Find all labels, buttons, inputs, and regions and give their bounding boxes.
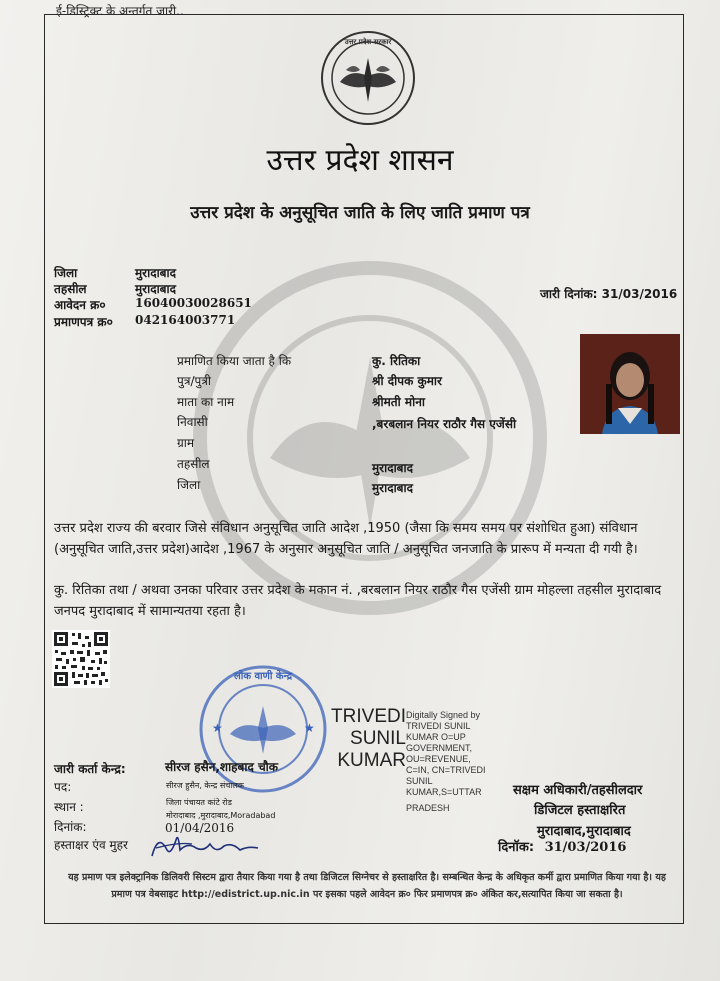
- certified-label: प्रमाणित किया जाता है कि: [177, 354, 292, 368]
- authority-place: मुरादाबाद,मुरादाबाद: [537, 824, 631, 839]
- tehsil-label: तहसील: [54, 282, 87, 296]
- issue-date-label: जारी दिनांक:: [540, 287, 598, 301]
- top-note: ई-डिस्ट्रिक्ट के अन्तर्गत जारी..: [56, 4, 184, 18]
- authority-title: सक्षम अधिकारी/तहसीलदार: [513, 783, 643, 798]
- handwritten-signature-icon: [148, 828, 274, 864]
- certificate-number-label: प्रमाणपत्र क्र०: [54, 315, 113, 329]
- residence-paragraph: कु. रितिका तथा / अथवा उनका परिवार उत्तर प्रदेश के मकान नं. ,बरबलान नियर राठौर गैस एजेंसी ग्राम मोहल्ला तहसील मुरादाबाद जनपद मुरादाबाद में सामान्यतया रहता है।: [54, 583, 662, 619]
- certificate-subtitle: उत्तर प्रदेश के अनुसूचित जाति के लिए जाति प्रमाण पत्र: [190, 203, 530, 223]
- authority-signed: डिजिटल हस्ताक्षरित: [534, 803, 626, 818]
- district-label: जिला: [54, 266, 78, 280]
- authority-date: दिनॉक: 31/03/2016: [498, 840, 627, 855]
- detail-district-label: जिला: [177, 478, 201, 492]
- issuing-center-label: जारी कर्ता केन्द्र:: [54, 762, 126, 776]
- svg-text:★: ★: [304, 721, 315, 735]
- qr-code-icon: [52, 630, 110, 688]
- signature-seal-label: हस्ताक्षर एंव मुहर: [54, 838, 128, 852]
- applicant-photo: [580, 334, 680, 434]
- post-label: पद:: [54, 780, 72, 794]
- issuing-center-value: सीरज हसैन,शाहबाद चौक: [165, 760, 279, 774]
- svg-text:लोक वाणी केन्द्र: लोक वाणी केन्द्र: [233, 671, 293, 682]
- application-number-value: 16040030028651: [135, 296, 252, 310]
- detail-district-value: मुरादाबाद: [372, 481, 414, 495]
- caste-recognition-paragraph: उत्तर प्रदेश राज्य की बरवार जिसे संविधान अनुसूचित जाति आदेश ,1950 (जैसा कि समय समय पर संशोधित हुआ) संविधान (अनुसूचित जाति,उत्तर प्रदेश)आदेश ,1967 के अनुसार अनुसूचित जाति / अनुसूचित जनजाति के प्रारूप में मन्यता दी गयी है।: [54, 521, 638, 557]
- father-name: श्री दीपक कुमार: [372, 374, 442, 388]
- verification-footer: यह प्रमाण पत्र इलेक्ट्रानिक डिलिवरी सिस्टम द्वारा तैयार किया गया है तथा डिजिटल सिग्नेचर से हस्ताक्षरित है। सम्बन्धित केन्द्र के अधिकृत कर्मी द्वारा प्रमाणित किया गया है। यह प्रमाण पत्र वेबसाइट http://edistrict.up.nic.in पर इसका पहले आवेदन क्र० फिर प्रमाणपत्र क्र० अंकित कर,सत्यापित किया जा सकता है।: [68, 872, 666, 900]
- applicant-name: कु. रितिका: [372, 354, 421, 368]
- issue-date-value: 31/03/2016: [601, 287, 678, 301]
- watermark-emblem-icon: [190, 258, 550, 618]
- mother-label: माता का नाम: [177, 395, 235, 409]
- child-of-label: पुत्र/पुत्री: [177, 374, 212, 388]
- place-value: जिला पंचायत कांटे रोड: [166, 798, 232, 807]
- up-government-emblem-icon: [320, 30, 416, 126]
- resident-label: निवासी: [177, 415, 208, 429]
- svg-text:★: ★: [212, 721, 223, 735]
- place-value-2: मोरादाबाद ,मुरादाबाद,Moradabad: [166, 811, 276, 820]
- page-title: उत्तर प्रदेश शासन: [266, 143, 454, 178]
- district-value: मुरादाबाद: [135, 266, 177, 280]
- resident-value: ,बरबलान नियर राठौर गैस एजेंसी: [372, 417, 517, 431]
- place-label: स्थान :: [54, 800, 84, 814]
- tehsil-value: मुरादाबाद: [135, 282, 177, 296]
- mother-name: श्रीमती मोना: [372, 395, 425, 409]
- village-label: ग्राम: [177, 436, 195, 450]
- issuer-date-value: 01/04/2016: [165, 821, 235, 835]
- post-value: सीरज हुसैन, केन्द्र संचालक: [166, 781, 244, 790]
- issuer-date-label: दिनांक:: [54, 820, 87, 834]
- lok-vani-stamp-icon: [196, 662, 330, 796]
- detail-tehsil-label: तहसील: [177, 457, 210, 471]
- svg-text:उत्तर प्रदेश सरकार: उत्तर प्रदेश सरकार: [344, 38, 392, 46]
- digital-signer-name: TRIVEDI SUNIL KUMAR: [331, 706, 406, 771]
- issue-date: [540, 285, 677, 302]
- digital-signature-details: Digitally Signed by TRIVEDI SUNIL KUMAR O=UP GOVERNMENT, OU=REVENUE, C=IN, CN=TRIVEDI SUNIL KUMAR,S=UTTAR PRADESH: [406, 710, 486, 813]
- certificate-number-value: 042164003771: [135, 313, 236, 327]
- detail-tehsil-value: मुरादाबाद: [372, 461, 414, 475]
- application-number-label: आवेदन क्र०: [54, 298, 106, 312]
